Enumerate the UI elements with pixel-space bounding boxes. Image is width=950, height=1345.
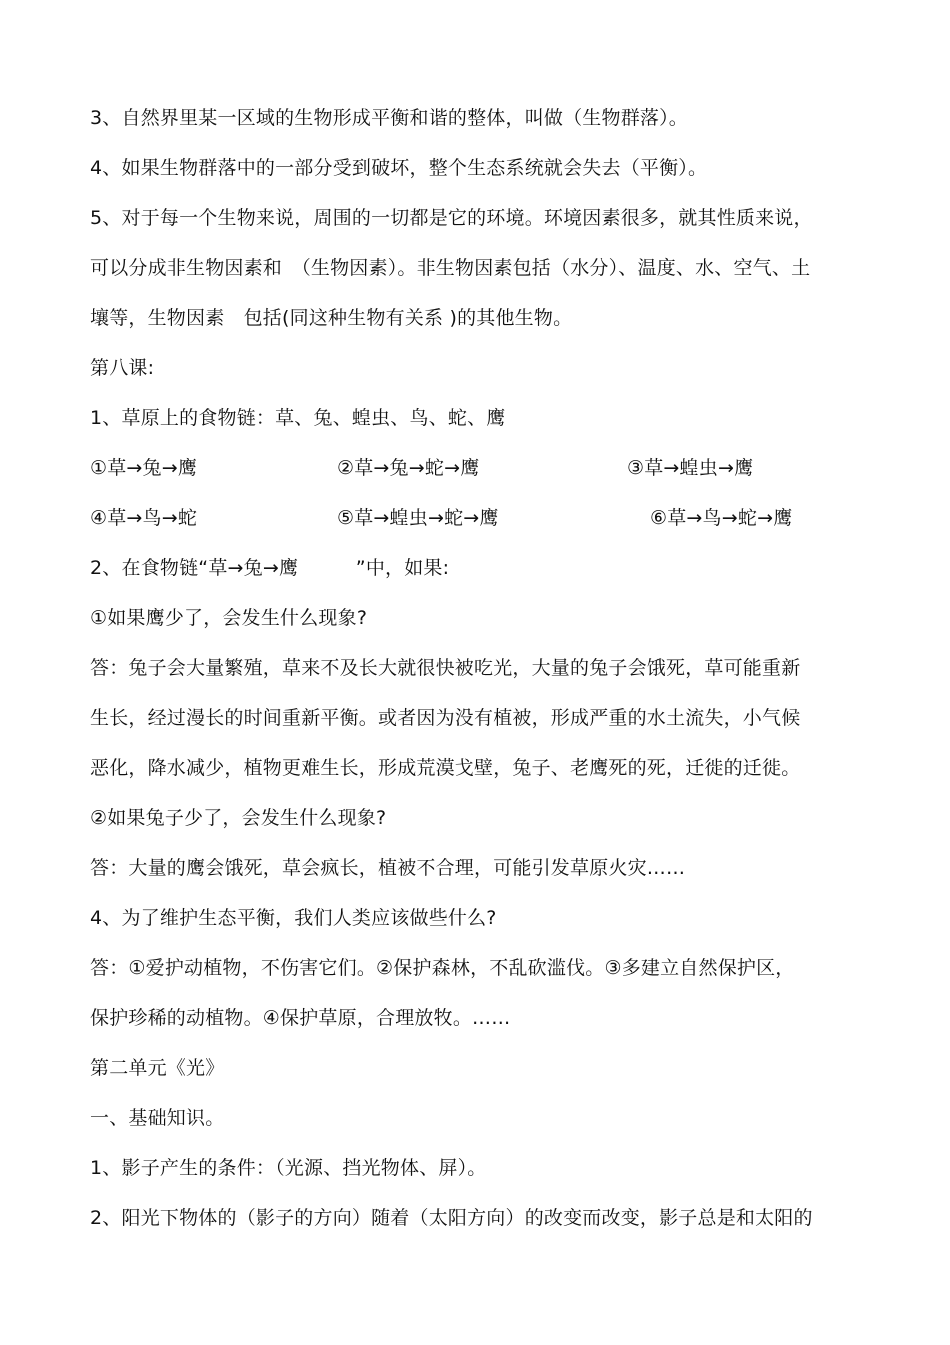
line-bio-factors: 壤等，生物因素 包括(同这种生物有关系 )的其他生物。 <box>90 307 573 329</box>
food-chain-2: ②草→兔→蛇→鹰 <box>337 457 480 479</box>
question-2: ②如果兔子少了，会发生什么现象? <box>90 807 387 829</box>
answer-4-line-1: 答：①爱护动植物，不伤害它们。②保护森林，不乱砍滥伐。③多建立自然保护区， <box>90 957 795 979</box>
line-item-5-environment: 5、对于每一个生物来说，周围的一切都是它的环境。环境因素很多，就其性质来说， <box>90 207 813 229</box>
food-chain-6: ⑥草→鸟→蛇→鹰 <box>650 507 793 529</box>
line-shadow-conditions: 1、影子产生的条件：（光源、挡光物体、屏）。 <box>90 1157 487 1179</box>
question-1: ①如果鹰少了，会发生什么现象? <box>90 607 368 629</box>
food-chain-4: ④草→鸟→蛇 <box>90 507 198 529</box>
answer-1-line-1: 答：兔子会大量繁殖，草来不及长大就很快被吃光，大量的兔子会饿死，草可能重新 <box>90 657 801 679</box>
answer-1-line-2: 生长，经过漫长的时间重新平衡。或者因为没有植被，形成严重的水土流失，小气候 <box>90 707 801 729</box>
answer-1-line-3: 恶化，降水减少，植物更难生长，形成荒漠戈壁，兔子、老鹰死的死，迁徙的迁徙。 <box>90 757 801 779</box>
heading-unit-2-light: 第二单元《光》 <box>90 1057 225 1079</box>
line-item-3-biocommunity: 3、自然界里某一区域的生物形成平衡和谐的整体，叫做（生物群落）。 <box>90 107 688 129</box>
line-food-chain-intro: 1、草原上的食物链：草、兔、蝗虫、鸟、蛇、鹰 <box>90 407 506 429</box>
line-item-4-protect: 4、为了维护生态平衡，我们人类应该做些什么? <box>90 907 497 929</box>
line-shadow-direction: 2、阳光下物体的（影子的方向）随着（太阳方向）的改变而改变，影子总是和太阳的 <box>90 1207 813 1229</box>
answer-2: 答：大量的鹰会饿死，草会疯长，植被不合理，可能引发草原火灾…… <box>90 857 686 879</box>
heading-basic-knowledge: 一、基础知识。 <box>90 1107 225 1129</box>
line-factors: 可以分成非生物因素和 （生物因素）。非生物因素包括（水分）、温度、水、空气、土 <box>90 257 811 279</box>
food-chain-1: ①草→兔→鹰 <box>90 457 198 479</box>
answer-4-line-2: 保护珍稀的动植物。④保护草原，合理放牧。…… <box>90 1007 511 1029</box>
food-chain-3: ③草→蝗虫→鹰 <box>627 457 754 479</box>
line-item-2-question: 2、在食物链“草→兔→鹰 ”中，如果: <box>90 557 450 579</box>
food-chain-row-2 <box>90 505 910 531</box>
food-chain-row-1 <box>90 455 910 481</box>
heading-lesson-8: 第八课: <box>90 357 155 379</box>
line-item-4-balance: 4、如果生物群落中的一部分受到破坏，整个生态系统就会失去（平衡）。 <box>90 157 708 179</box>
food-chain-5: ⑤草→蝗虫→蛇→鹰 <box>337 507 499 529</box>
